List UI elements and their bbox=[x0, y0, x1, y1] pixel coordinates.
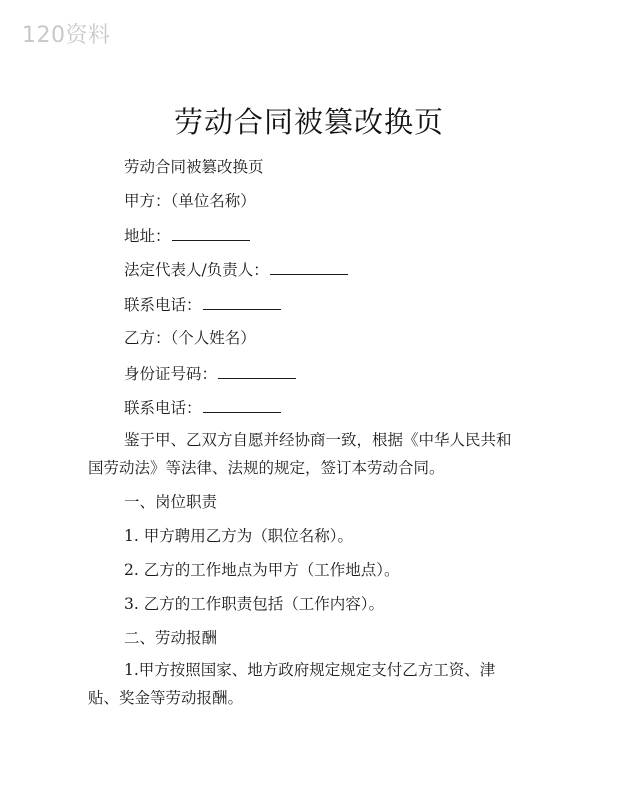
party-b-line: 乙方：（个人姓名） bbox=[124, 329, 256, 347]
section2-heading: 二、劳动报酬 bbox=[124, 629, 218, 647]
phone-b-label: 联系电话： bbox=[124, 399, 202, 417]
intro-line-2: 国劳动法》等法律、法规的规定，签订本劳动合同。 bbox=[88, 459, 445, 477]
address-label: 地址： bbox=[124, 227, 171, 245]
phone-b-blank bbox=[203, 397, 281, 413]
address-line bbox=[124, 225, 250, 246]
section1-item3: 3. 乙方的工作职责包括（工作内容）。 bbox=[124, 595, 384, 613]
phone-a-label: 联系电话： bbox=[124, 296, 202, 314]
section1-heading: 一、岗位职责 bbox=[124, 493, 218, 511]
phone-b-line bbox=[124, 397, 281, 418]
intro-line-1: 鉴于甲、乙双方自愿并经协商一致，根据《中华人民共和 bbox=[124, 431, 512, 449]
phone-a-blank bbox=[203, 294, 281, 310]
section2-item1-paragraph bbox=[88, 656, 534, 712]
party-a-line: 甲方：（单位名称） bbox=[124, 192, 256, 210]
address-blank bbox=[172, 225, 250, 241]
phone-a-line bbox=[124, 294, 281, 315]
section1-item1: 1. 甲方聘用乙方为（职位名称）。 bbox=[124, 527, 353, 545]
section2-item1-line1: 1.甲方按照国家、地方政府规定规定支付乙方工资、津 bbox=[124, 661, 496, 679]
document-title: 劳动合同被篡改换页 bbox=[173, 105, 444, 139]
subtitle-line: 劳动合同被篡改换页 bbox=[124, 158, 264, 176]
id-number-blank bbox=[218, 363, 296, 379]
section2-item1-line2: 贴、奖金等劳动报酬。 bbox=[88, 689, 244, 707]
section1-item2: 2. 乙方的工作地点为甲方（工作地点）。 bbox=[124, 561, 400, 579]
id-number-label: 身份证号码： bbox=[124, 365, 218, 383]
intro-paragraph bbox=[88, 426, 534, 482]
id-number-line bbox=[124, 363, 296, 384]
watermark-text: 120资料 bbox=[22, 23, 111, 48]
legal-rep-line bbox=[124, 259, 348, 280]
legal-rep-label: 法定代表人/负责人： bbox=[124, 261, 269, 279]
legal-rep-blank bbox=[270, 259, 348, 275]
